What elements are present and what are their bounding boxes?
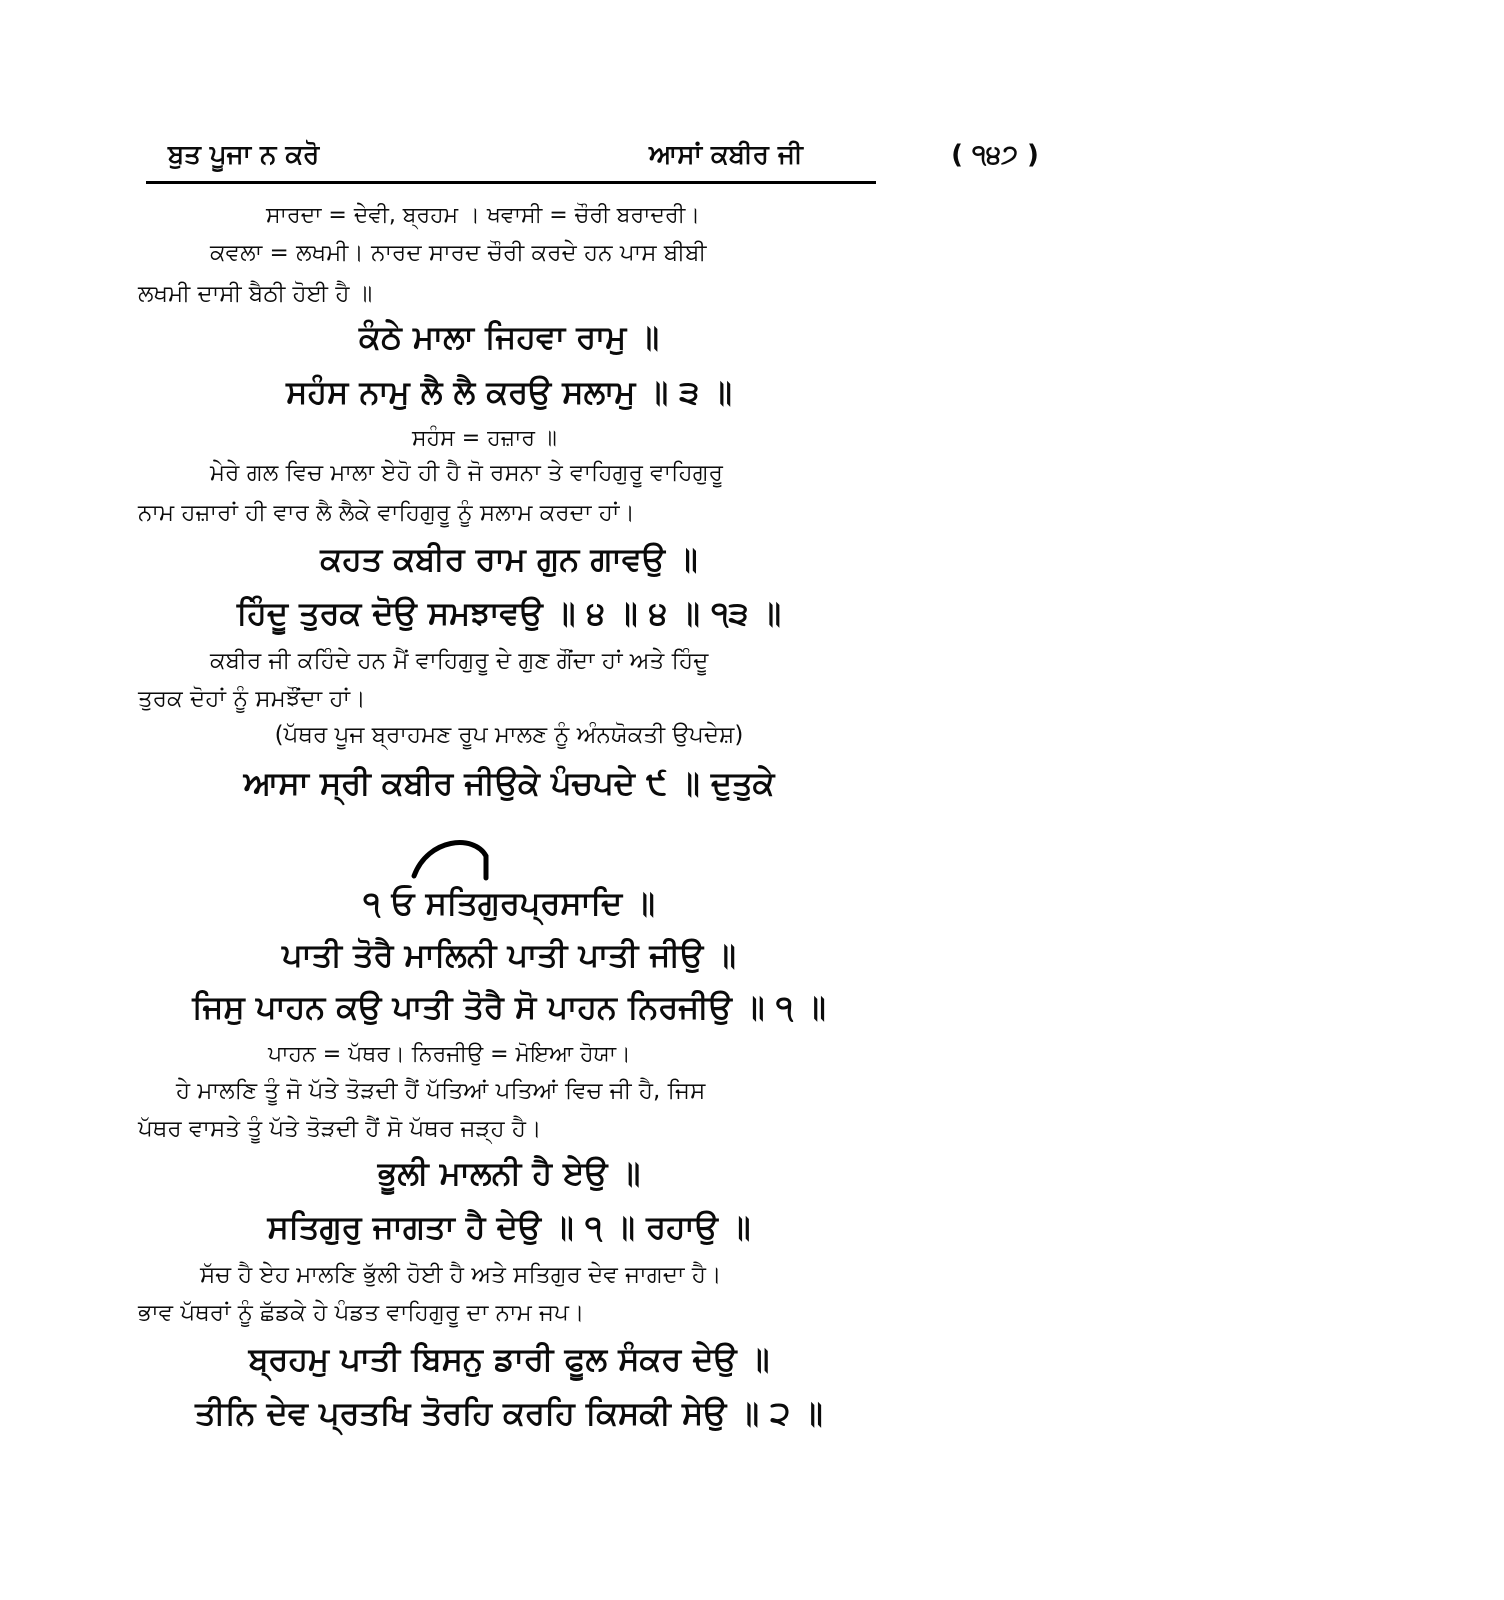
section-note: (ਪੱਥਰ ਪੂਜ ਬ੍ਰਾਹਮਣ ਰੂਪ ਮਾਲਣ ਨੂੰ ਅੰਨਯੋਕਤੀ ਉਪਦੇਸ਼): [274, 722, 744, 748]
ek-onkar-arc-icon: [408, 832, 492, 880]
prose-line: ਮੇਰੇ ਗਲ ਵਿਚ ਮਾਲਾ ਏਹੋ ਹੀ ਹੈ ਜੋ ਰਸਨਾ ਤੇ ਵਾਹਿਗੁਰੂ ਵਾਹਿਗੁਰੂ: [210, 460, 723, 486]
verse-line: ਕੰਠੇ ਮਾਲਾ ਜਿਹਵਾ ਰਾਮੁ ॥: [358, 318, 660, 356]
gloss-line: ਸਾਰਦਾ = ਦੇਵੀ, ਬ੍ਰਹਮ । ਖਵਾਸੀ = ਚੌਰੀ ਬਰਾਦਰੀ।: [266, 203, 701, 228]
verse-line: ਜਿਸੁ ਪਾਹਨ ਕਉ ਪਾਤੀ ਤੋਰੈ ਸੋ ਪਾਹਨ ਨਿਰਜੀਉ ॥ ੧ ॥: [192, 988, 826, 1026]
gloss-line: ਪਾਹਨ = ਪੱਥਰ। ਨਿਰਜੀਉ = ਮੋਇਆ ਹੋਯਾ।: [268, 1042, 631, 1067]
prose-line: ਭਾਵ ਪੱਥਰਾਂ ਨੂੰ ਛੱਡਕੇ ਹੇ ਪੰਡਤ ਵਾਹਿਗੁਰੂ ਦਾ ਨਾਮ ਜਪ।: [138, 1300, 585, 1326]
page-header: [146, 140, 1039, 180]
verse-line: ਸਹੰਸ ਨਾਮੁ ਲੈ ਲੈ ਕਰਉ ਸਲਾਮੁ ॥ ੩ ॥: [286, 373, 732, 411]
header-rule: [146, 181, 876, 184]
page-number: ( ੧੪੭ ): [951, 140, 1039, 170]
prose-line: ਕਬੀਰ ਜੀ ਕਹਿੰਦੇ ਹਨ ਮੈਂ ਵਾਹਿਗੁਰੂ ਦੇ ਗੁਣ ਗੌਂਦਾ ਹਾਂ ਅਤੇ ਹਿੰਦੂ: [210, 648, 709, 674]
prose-line: ਪੱਥਰ ਵਾਸਤੇ ਤੂੰ ਪੱਤੇ ਤੋੜਦੀ ਹੈਂ ਸੋ ਪੱਥਰ ਜੜ੍ਹ ਹੈ।: [138, 1116, 542, 1142]
header-chapter-title: ਬੁਤ ਪੂਜਾ ਨ ਕਰੋ: [168, 140, 320, 170]
verse-line: ਬ੍ਰਹਮੁ ਪਾਤੀ ਬਿਸਨੁ ਡਾਰੀ ਫੂਲ ਸੰਕਰ ਦੇਉ ॥: [248, 1340, 770, 1378]
prose-line: ਨਾਮ ਹਜ਼ਾਰਾਂ ਹੀ ਵਾਰ ਲੈ ਲੈਕੇ ਵਾਹਿਗੁਰੂ ਨੂੰ ਸਲਾਮ ਕਰਦਾ ਹਾਂ।: [138, 500, 635, 526]
prose-line: ਹੇ ਮਾਲਣਿ ਤੂੰ ਜੋ ਪੱਤੇ ਤੋੜਦੀ ਹੈਂ ਪੱਤਿਆਂ ਪਤਿਆਂ ਵਿਚ ਜੀ ਹੈ, ਜਿਸ: [176, 1078, 706, 1104]
prose-line: ਸੱਚ ਹੈ ਏਹ ਮਾਲਣਿ ਭੁੱਲੀ ਹੋਈ ਹੈ ਅਤੇ ਸਤਿਗੁਰ ਦੇਵ ਜਾਗਦਾ ਹੈ।: [200, 1262, 722, 1288]
prose-line: ਕਵਲਾ = ਲਖਮੀ। ਨਾਰਦ ਸਾਰਦ ਚੌਰੀ ਕਰਦੇ ਹਨ ਪਾਸ ਬੀਬੀ: [210, 240, 707, 266]
verse-line: ਹਿੰਦੂ ਤੁਰਕ ਦੋਉ ਸਮਝਾਵਉ ॥ ੪ ॥ ੪ ॥ ੧੩ ॥: [236, 594, 782, 632]
header-section-title: ਆਸਾਂ ਕਬੀਰ ਜੀ: [649, 140, 803, 170]
verse-line: ਤੀਨਿ ਦੇਵ ਪ੍ਰਤਖਿ ਤੋਰਹਿ ਕਰਹਿ ਕਿਸਕੀ ਸੇਉ ॥ ੨ ॥: [195, 1394, 823, 1432]
verse-line: ਕਹਤ ਕਬੀਰ ਰਾਮ ਗੁਨ ਗਾਵਉ ॥: [320, 540, 698, 578]
verse-line: ਸਤਿਗੁਰੁ ਜਾਗਤਾ ਹੈ ਦੇਉ ॥ ੧ ॥ ਰਹਾਉ ॥: [267, 1208, 751, 1246]
verse-line: ਪਾਤੀ ਤੋਰੈ ਮਾਲਿਨੀ ਪਾਤੀ ਪਾਤੀ ਜੀਉ ॥: [282, 936, 736, 974]
section-heading: ਆਸਾ ਸ੍ਰੀ ਕਬੀਰ ਜੀਉਕੇ ਪੰਚਪਦੇ ੯ ॥ ਦੁਤੁਕੇ: [243, 764, 775, 802]
prose-line: ਤੁਰਕ ਦੋਹਾਂ ਨੂੰ ਸਮਝੌਂਦਾ ਹਾਂ।: [138, 686, 366, 712]
invocation-line: ੧ ਓ ਸਤਿਗੁਰਪ੍ਰਸਾਦਿ ॥: [363, 884, 655, 922]
gloss-line: ਸਹੰਸ = ਹਜ਼ਾਰ ॥: [412, 426, 557, 451]
prose-line: ਲਖਮੀ ਦਾਸੀ ਬੈਠੀ ਹੋਈ ਹੈ ॥: [138, 281, 373, 307]
verse-line: ਭੂਲੀ ਮਾਲਨੀ ਹੈ ਏਉ ॥: [377, 1154, 641, 1192]
